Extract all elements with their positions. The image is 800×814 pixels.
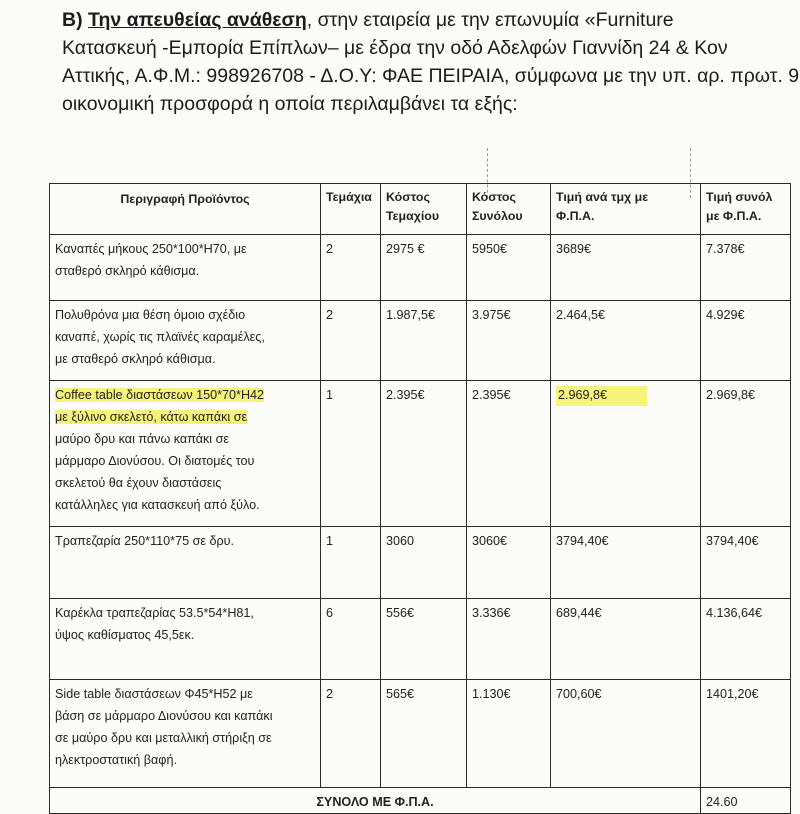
row-vat-total: 1401,20€ — [701, 680, 791, 788]
row-qty: 2 — [321, 680, 381, 788]
header-vat-total: Τιμή συνόλ με Φ.Π.Α. — [701, 184, 791, 235]
row-vat-unit: 3689€ — [551, 235, 701, 301]
direct-award-heading: Την απευθείας ανάθεση — [88, 9, 307, 31]
row-total-cost: 3.975€ — [467, 301, 551, 381]
intro-paragraph — [62, 6, 800, 118]
table-row — [50, 599, 791, 680]
row-total-cost: 5950€ — [467, 235, 551, 301]
row-vat-total: 4.136,64€ — [701, 599, 791, 680]
header-vat-unit: Τιμή ανά τμχ με Φ.Π.Α. — [551, 184, 701, 235]
table-row — [50, 381, 791, 527]
total-value: 24.60 — [701, 788, 791, 814]
row-description: Coffee table διαστάσεων 150*70*Η42 με ξύλινο σκελετό, κάτω καπάκι σε μαύρο δρυ και πάνω καπάκι σε μάρμαρο Διονύσου. Οι διατομές του σκελετού θα έχουν διαστάσεις κατάλληλες για κατασκευή από ξύλο. — [50, 381, 321, 527]
paragraph-line-4: οικονομική προσφορά η οποία περιλαμβάνει τα εξής: — [62, 93, 518, 115]
row-qty: 1 — [321, 381, 381, 527]
row-unit-cost: 2.395€ — [381, 381, 467, 527]
header-total-cost: Κόστος Συνόλου — [467, 184, 551, 235]
row-total-cost: 2.395€ — [467, 381, 551, 527]
row-vat-unit: 689,44€ — [551, 599, 701, 680]
row-total-cost: 3060€ — [467, 527, 551, 599]
highlighted-text: με ξύλινο σκελετό, κάτω καπάκι σε — [55, 410, 248, 424]
row-vat-unit: 2.464,5€ — [551, 301, 701, 381]
row-vat-total: 3794,40€ — [701, 527, 791, 599]
row-total-cost: 3.336€ — [467, 599, 551, 680]
table-row — [50, 680, 791, 788]
row-total-cost: 1.130€ — [467, 680, 551, 788]
highlighted-vat-unit: 2.969,8€ — [556, 386, 647, 406]
header-pieces: Τεμάχια — [321, 184, 381, 235]
row-qty: 2 — [321, 301, 381, 381]
row-description: Side table διαστάσεων Φ45*Η52 με βάση σε μάρμαρο Διονύσου και καπάκι σε μαύρο δρυ και μεταλλική στήριξη σε ηλεκτροστατική βαφή. — [50, 680, 321, 788]
row-description: Καρέκλα τραπεζαρίας 53.5*54*Η81, ύψος καθίσματος 45,5εκ. — [50, 599, 321, 680]
section-marker: Β) — [62, 9, 88, 31]
paragraph-line-1 — [62, 6, 800, 34]
row-vat-total: 4.929€ — [701, 301, 791, 381]
header-description: Περιγραφή Προϊόντος — [50, 184, 321, 235]
row-unit-cost: 1.987,5€ — [381, 301, 467, 381]
row-unit-cost: 565€ — [381, 680, 467, 788]
offer-table — [49, 183, 791, 814]
row-vat-total: 2.969,8€ — [701, 381, 791, 527]
table-row — [50, 527, 791, 599]
paragraph-line-2: Κατασκευή -Εμπορία Επίπλων– με έδρα την οδό Αδελφών Γιαννίδη 24 & Κον — [62, 37, 728, 59]
header-unit-cost: Κόστος Τεμαχίου — [381, 184, 467, 235]
row-vat-total: 7.378€ — [701, 235, 791, 301]
highlighted-text: Coffee table διαστάσεων 150*70*Η42 — [55, 388, 265, 402]
row-vat-unit — [551, 381, 701, 527]
row-qty: 2 — [321, 235, 381, 301]
table-header-row — [50, 184, 791, 235]
row-description: Καναπές μήκους 250*100*Η70, με σταθερό σκληρό κάθισμα. — [50, 235, 321, 301]
row-unit-cost: 556€ — [381, 599, 467, 680]
paragraph-line-3: Αττικής, Α.Φ.Μ.: 998926708 - Δ.Ο.Υ: ΦΑΕ ΠΕΙΡΑΙΑ, σύμφωνα με την υπ. αρ. πρωτ. 9 — [62, 65, 800, 87]
total-label: ΣΥΝΟΛΟ ΜΕ Φ.Π.Α. — [50, 788, 701, 814]
table-row — [50, 235, 791, 301]
table-total-row — [50, 788, 791, 814]
row-vat-unit: 3794,40€ — [551, 527, 701, 599]
row-description: Πολυθρόνα μια θέση όμοιο σχέδιο καναπέ, χωρίς τις πλαϊνές καραμέλες, με σταθερό σκληρό κάθισμα. — [50, 301, 321, 381]
row-qty: 1 — [321, 527, 381, 599]
table-row — [50, 301, 791, 381]
paragraph-line-1-rest: , στην εταιρεία με την επωνυμία «Furniture — [306, 9, 674, 31]
row-unit-cost: 3060 — [381, 527, 467, 599]
row-description: Τραπεζαρία 250*110*75 σε δρυ. — [50, 527, 321, 599]
row-qty: 6 — [321, 599, 381, 680]
row-vat-unit: 700,60€ — [551, 680, 701, 788]
row-unit-cost: 2975 € — [381, 235, 467, 301]
